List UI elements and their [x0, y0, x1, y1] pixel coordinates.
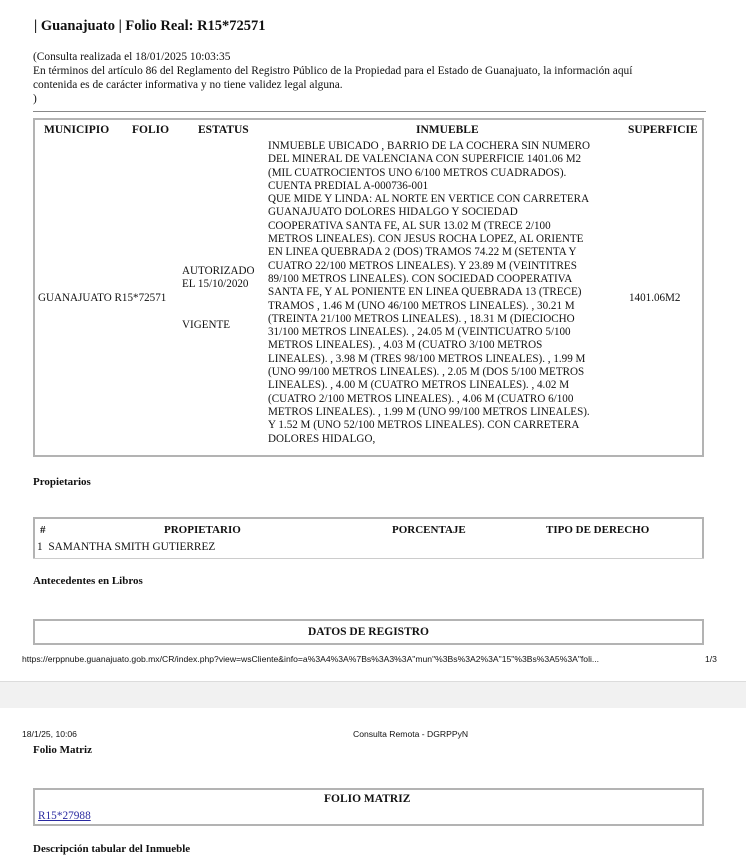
estatus-authorized: AUTORIZADO — [182, 265, 255, 277]
owners-header-propietario: PROPIETARIO — [164, 524, 241, 536]
owners-header-num: # — [40, 524, 46, 536]
owners-section-title: Propietarios — [33, 476, 91, 488]
superficie-value: 1401.06M2 — [629, 292, 681, 304]
municipio-folio-value: GUANAJUATO R15*72571 — [38, 292, 167, 304]
estatus-vigente: VIGENTE — [182, 319, 231, 331]
consultation-notice — [33, 50, 713, 106]
folio-matriz-section-title: Folio Matriz — [33, 744, 92, 756]
owners-header-porcentaje: PORCENTAJE — [392, 524, 466, 536]
column-header-folio: FOLIO — [132, 124, 170, 136]
folio-matriz-link[interactable]: R15*27988 — [38, 810, 91, 822]
column-header-inmueble: INMUEBLE — [416, 124, 479, 136]
owners-header-tipo: TIPO DE DERECHO — [546, 524, 650, 536]
print-footer-url: https://erppnube.guanajuato.gob.mx/CR/index.php?view=wsCliente&info=a%3A4%3A%7Bs%3A3%3A"mun"%3Bs%3A2%3A"15"%3Bs%3A5%3A"foli... — [22, 654, 600, 664]
estatus-date: EL 15/10/2020 — [182, 278, 249, 290]
divider — [0, 681, 746, 682]
column-header-superficie: SUPERFICIE — [628, 124, 698, 136]
notice-line: contenida es de carácter informativa y no tiene validez legal alguna. — [33, 79, 343, 91]
inmueble-description: INMUEBLE UBICADO , BARRIO DE LA COCHERA SIN NUMERO DEL MINERAL DE VALENCIANA CON SUPERFICIE 1401.06 M2 (MIL CUATROCIENTOS UNO 6/100 METROS CUADRADOS). CUENTA PREDIAL A-000736-001 QUE MIDE Y LINDA: AL NORTE EN VERTICE CON CARRETERA GUANAJUATO DOLORES HIDALGO Y SOCIEDAD COOPERATIVA SANTA FE, AL SUR 13.02 M (TRECE 2/100 METROS LINEALES). CON JESUS ROCHA LOPEZ, AL ORIENTE EN LINEA QUEBRADA 2 (DOS) TRAMOS 74.22 M (SETENTA Y CUATRO 22/100 METROS LINEALES). Y 23.89 M (VEINTITRES 89/100 METROS LINEALES). CON SOCIEDAD COOPERATIVA SANTA FE, Y AL PONIENTE EN LINEA QUEBRADA 13 (TRECE) TRAMOS , 1.46 M (UNO 46/100 METROS LINEALES). , 30.21 M (TREINTA 21/100 METROS LINEALES). , 18.31 M (DIECIOCHO 31/100 METROS LINEALES). , 24.05 M (VEINTICUATRO 5/100 METROS LINEALES). , 4.03 M (CUATRO 3/100 METROS LINEALES). , 3.98 M (TRES 98/100 METROS LINEALES). , 1.99 M (UNO 99/100 METROS LINEALES). , 2.05 M (DOS 5/100 METROS LINEALES). , 4.00 M (CUATRO METROS LINEALES). , 4.02 M (CUATRO 2/100 METROS LINEALES). , 4.06 M (CUATRO 6/100 METROS LINEALES). , 1.99 M (UNO 99/100 METROS LINEALES). Y 1.52 M (UNO 52/100 METROS LINEALES). CON CARRETERA DOLORES HIDALGO, — [268, 140, 591, 445]
column-header-estatus: ESTATUS — [198, 124, 249, 136]
print-footer-page: 1/3 — [705, 654, 717, 664]
antecedentes-section-title: Antecedentes en Libros — [33, 575, 143, 587]
page-break — [0, 681, 746, 708]
next-section-title: Descripción tabular del Inmueble — [33, 843, 191, 855]
folio-matriz-header: FOLIO MATRIZ — [324, 793, 411, 805]
divider — [33, 111, 706, 112]
notice-line: ) — [33, 93, 37, 105]
owner-name: SAMANTHA SMITH GUTIERREZ — [48, 541, 216, 553]
print-header-datetime: 18/1/25, 10:06 — [22, 729, 77, 739]
notice-line: En términos del artículo 86 del Reglamento del Registro Público de la Propiedad para el Estado de Guanajuato, la información aquí — [33, 65, 633, 77]
property-table — [33, 118, 704, 457]
owner-num: 1 — [37, 541, 43, 553]
page-title: | Guanajuato | Folio Real: R15*72571 — [34, 18, 266, 34]
column-header-municipio: MUNICIPIO — [44, 124, 110, 136]
folio-matriz-table — [33, 788, 704, 826]
divider — [33, 558, 704, 559]
table-row — [37, 541, 215, 554]
print-header-title: Consulta Remota - DGRPPyN — [353, 729, 469, 739]
datos-registro-header: DATOS DE REGISTRO — [33, 619, 704, 645]
owners-table — [33, 517, 704, 559]
notice-line: (Consulta realizada el 18/01/2025 10:03:35 — [33, 51, 231, 63]
